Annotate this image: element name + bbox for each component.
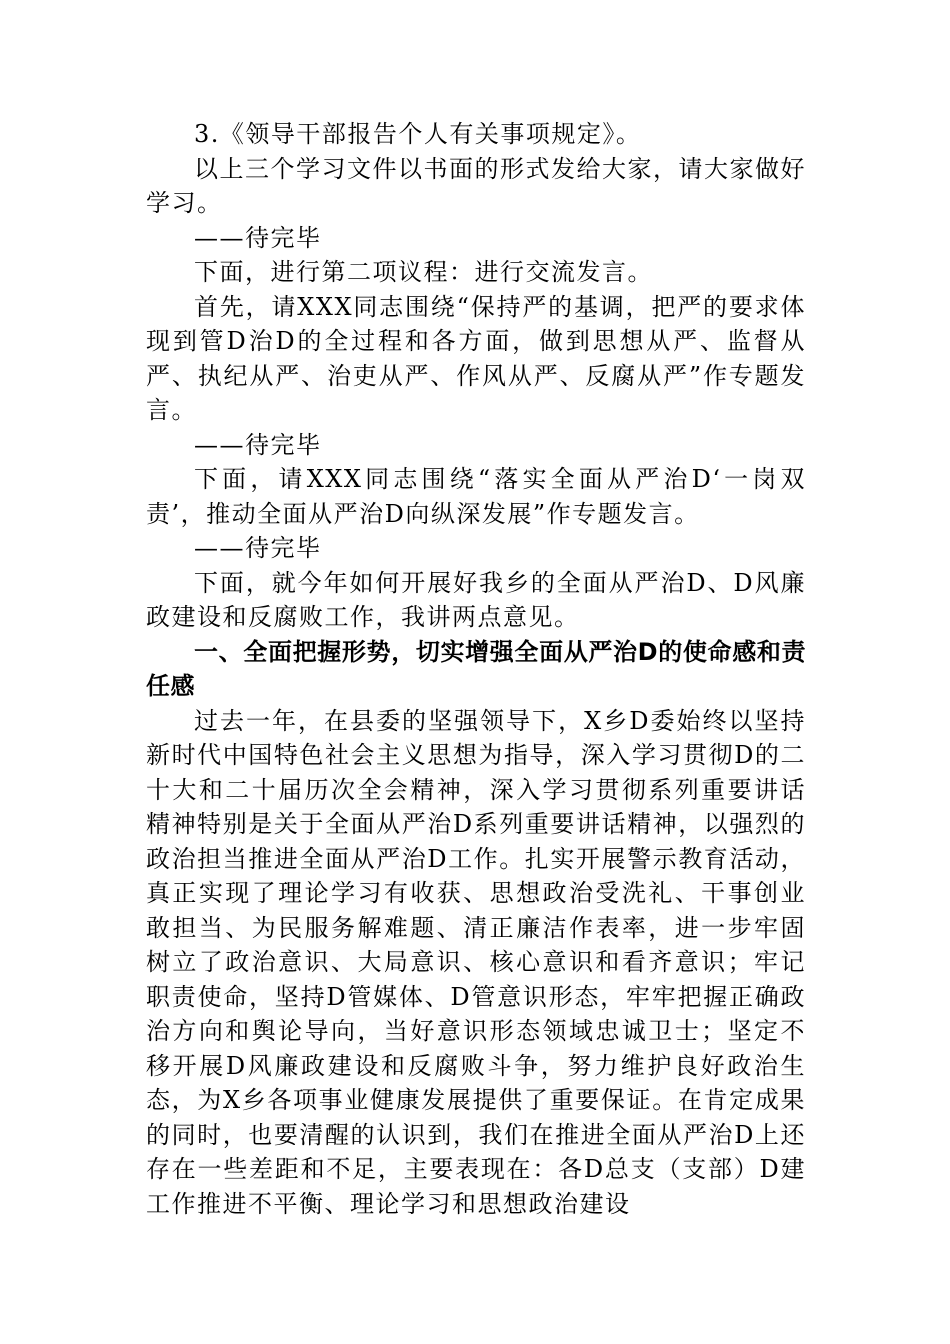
- paragraph-3: ——待完毕: [194, 223, 322, 252]
- paragraph-5: 首先，请XXX同志围绕“保持严的基调，把严的要求体现到管D治D的全过程和各方面，做到思想从严、监督从严、执纪从严、治吏从严、作风从严、反腐从严”作专题发言。: [146, 292, 806, 424]
- document-body: [146, 117, 806, 1221]
- paragraph-6: ——待完毕: [194, 430, 322, 459]
- paragraph-10: 过去一年，在县委的坚强领导下，X乡D委始终以坚持新时代中国特色社会主义思想为指导，深入学习贯彻D的二十大和二十届历次全会精神，深入学习贯彻系列重要讲话精神特别是关于全面从严治D系列重要讲话精神，以强烈的政治担当推进全面从严治D工作。扎实开展警示教育活动，真正实现了理论学习有收获、思想政治受洗礼、干事创业敢担当、为民服务解难题、清正廉洁作表率，进一步牢固树立了政治意识、大局意识、核心意识和看齐意识；牢记职责使命，坚持D管媒体、D管意识形态，牢牢把握正确政治方向和舆论导向，当好意识形态领域忠诚卫士；坚定不移开展D风廉政建设和反腐败斗争，努力维护良好政治生态，为X乡各项事业健康发展提供了重要保证。在肯定成果的同时，也要清醒的认识到，我们在推进全面从严治D上还存在一些差距和不足，主要表现在：各D总支（支部）D建工作推进不平衡、理论学习和思想政治建设: [146, 706, 806, 1218]
- paragraph-2: 以上三个学习文件以书面的形式发给大家，请大家做好学习。: [146, 154, 806, 217]
- paragraph-4: 下面，进行第二项议程：进行交流发言。: [194, 258, 653, 286]
- paragraph-7: 下面，请XXX同志围绕“落实全面从严治D‘一岗双责’，推动全面从严治D向纵深发展”作专题发言。: [146, 465, 806, 528]
- section-heading: 一、全面把握形势，切实增强全面从严治D的使命感和责任感: [146, 637, 806, 700]
- paragraph-1: 3.《领导干部报告个人有关事项规定》。: [194, 120, 642, 148]
- paragraph-8: ——待完毕: [194, 534, 322, 562]
- paragraph-9: 下面，就今年如何开展好我乡的全面从严治D、D风廉政建设和反腐败工作，我讲两点意见。: [146, 568, 806, 631]
